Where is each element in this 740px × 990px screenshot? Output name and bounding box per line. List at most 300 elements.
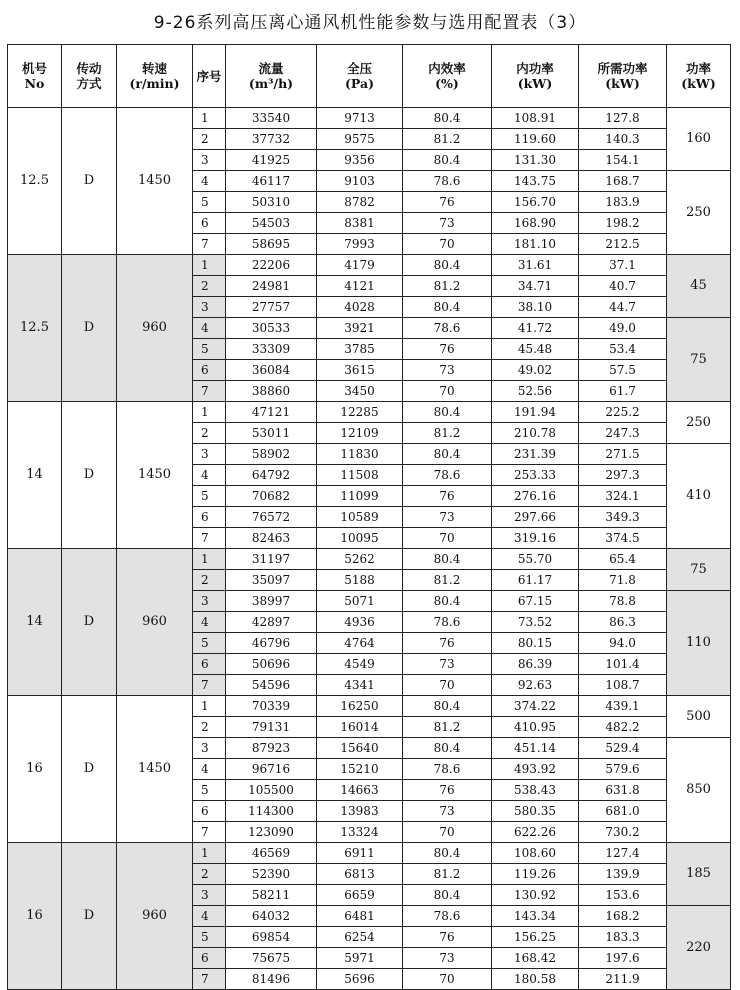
speed-cell: 960 [117, 255, 193, 402]
internal-power-cell: 191.94 [492, 402, 579, 423]
header-row [8, 45, 731, 108]
required-power-cell: 37.1 [579, 255, 667, 276]
efficiency-cell: 81.2 [403, 570, 492, 591]
required-power-cell: 349.3 [579, 507, 667, 528]
required-power-cell: 127.8 [579, 108, 667, 129]
flow-cell: 58695 [226, 234, 317, 255]
seq-cell: 1 [193, 402, 226, 423]
pressure-cell: 16014 [317, 717, 403, 738]
efficiency-cell: 73 [403, 360, 492, 381]
seq-cell: 1 [193, 843, 226, 864]
flow-cell: 41925 [226, 150, 317, 171]
pressure-cell: 9575 [317, 129, 403, 150]
flow-cell: 37732 [226, 129, 317, 150]
seq-cell: 6 [193, 213, 226, 234]
table-row [8, 108, 731, 129]
internal-power-cell: 34.71 [492, 276, 579, 297]
required-power-cell: 529.4 [579, 738, 667, 759]
flow-cell: 54503 [226, 213, 317, 234]
pressure-cell: 4936 [317, 612, 403, 633]
seq-cell: 4 [193, 465, 226, 486]
required-power-cell: 40.7 [579, 276, 667, 297]
required-power-cell: 139.9 [579, 864, 667, 885]
power-cell: 75 [667, 549, 731, 591]
flow-cell: 70682 [226, 486, 317, 507]
seq-cell: 5 [193, 633, 226, 654]
efficiency-cell: 81.2 [403, 423, 492, 444]
seq-cell: 3 [193, 738, 226, 759]
internal-power-cell: 622.26 [492, 822, 579, 843]
seq-cell: 1 [193, 549, 226, 570]
header-power: 功率 (kW) [667, 45, 731, 108]
flow-cell: 81496 [226, 969, 317, 990]
flow-cell: 22206 [226, 255, 317, 276]
seq-cell: 7 [193, 822, 226, 843]
power-cell: 250 [667, 402, 731, 444]
header-pressure: 全压 (Pa) [317, 45, 403, 108]
power-cell: 110 [667, 591, 731, 696]
flow-cell: 105500 [226, 780, 317, 801]
required-power-cell: 101.4 [579, 654, 667, 675]
efficiency-cell: 76 [403, 486, 492, 507]
seq-cell: 2 [193, 129, 226, 150]
efficiency-cell: 73 [403, 507, 492, 528]
pressure-cell: 9103 [317, 171, 403, 192]
required-power-cell: 247.3 [579, 423, 667, 444]
speed-cell: 960 [117, 549, 193, 696]
internal-power-cell: 67.15 [492, 591, 579, 612]
efficiency-cell: 80.4 [403, 591, 492, 612]
pressure-cell: 5071 [317, 591, 403, 612]
efficiency-cell: 76 [403, 780, 492, 801]
seq-cell: 2 [193, 276, 226, 297]
pressure-cell: 15210 [317, 759, 403, 780]
drive-cell: D [62, 549, 117, 696]
internal-power-cell: 143.34 [492, 906, 579, 927]
power-cell: 160 [667, 108, 731, 171]
seq-cell: 6 [193, 654, 226, 675]
internal-power-cell: 253.33 [492, 465, 579, 486]
efficiency-cell: 78.6 [403, 759, 492, 780]
efficiency-cell: 81.2 [403, 864, 492, 885]
efficiency-cell: 76 [403, 633, 492, 654]
power-cell: 185 [667, 843, 731, 906]
required-power-cell: 324.1 [579, 486, 667, 507]
internal-power-cell: 493.92 [492, 759, 579, 780]
flow-cell: 123090 [226, 822, 317, 843]
seq-cell: 5 [193, 927, 226, 948]
flow-cell: 30533 [226, 318, 317, 339]
internal-power-cell: 73.52 [492, 612, 579, 633]
internal-power-cell: 45.48 [492, 339, 579, 360]
efficiency-cell: 73 [403, 213, 492, 234]
required-power-cell: 153.6 [579, 885, 667, 906]
efficiency-cell: 70 [403, 234, 492, 255]
efficiency-cell: 78.6 [403, 465, 492, 486]
efficiency-cell: 73 [403, 654, 492, 675]
required-power-cell: 168.7 [579, 171, 667, 192]
internal-power-cell: 231.39 [492, 444, 579, 465]
required-power-cell: 49.0 [579, 318, 667, 339]
pressure-cell: 10095 [317, 528, 403, 549]
required-power-cell: 44.7 [579, 297, 667, 318]
seq-cell: 6 [193, 360, 226, 381]
internal-power-cell: 108.60 [492, 843, 579, 864]
internal-power-cell: 61.17 [492, 570, 579, 591]
flow-cell: 46796 [226, 633, 317, 654]
pressure-cell: 5262 [317, 549, 403, 570]
flow-cell: 46117 [226, 171, 317, 192]
pressure-cell: 5188 [317, 570, 403, 591]
seq-cell: 7 [193, 675, 226, 696]
required-power-cell: 212.5 [579, 234, 667, 255]
efficiency-cell: 70 [403, 675, 492, 696]
pressure-cell: 3921 [317, 318, 403, 339]
power-cell: 45 [667, 255, 731, 318]
flow-cell: 76572 [226, 507, 317, 528]
table-row [8, 843, 731, 864]
drive-cell: D [62, 696, 117, 843]
pressure-cell: 11099 [317, 486, 403, 507]
flow-cell: 87923 [226, 738, 317, 759]
efficiency-cell: 80.4 [403, 108, 492, 129]
header-efficiency: 内效率 (%) [403, 45, 492, 108]
pressure-cell: 5696 [317, 969, 403, 990]
efficiency-cell: 80.4 [403, 402, 492, 423]
seq-cell: 5 [193, 486, 226, 507]
internal-power-cell: 276.16 [492, 486, 579, 507]
model-cell: 16 [8, 696, 62, 843]
pressure-cell: 3615 [317, 360, 403, 381]
flow-cell: 24981 [226, 276, 317, 297]
required-power-cell: 108.7 [579, 675, 667, 696]
efficiency-cell: 80.4 [403, 843, 492, 864]
seq-cell: 7 [193, 969, 226, 990]
flow-cell: 54596 [226, 675, 317, 696]
internal-power-cell: 92.63 [492, 675, 579, 696]
seq-cell: 1 [193, 696, 226, 717]
efficiency-cell: 80.4 [403, 297, 492, 318]
speed-cell: 1450 [117, 696, 193, 843]
efficiency-cell: 73 [403, 948, 492, 969]
seq-cell: 2 [193, 717, 226, 738]
efficiency-cell: 70 [403, 969, 492, 990]
internal-power-cell: 130.92 [492, 885, 579, 906]
required-power-cell: 374.5 [579, 528, 667, 549]
efficiency-cell: 80.4 [403, 549, 492, 570]
seq-cell: 6 [193, 507, 226, 528]
flow-cell: 96716 [226, 759, 317, 780]
seq-cell: 1 [193, 108, 226, 129]
pressure-cell: 12109 [317, 423, 403, 444]
seq-cell: 2 [193, 423, 226, 444]
internal-power-cell: 143.75 [492, 171, 579, 192]
required-power-cell: 71.8 [579, 570, 667, 591]
required-power-cell: 631.8 [579, 780, 667, 801]
pressure-cell: 6813 [317, 864, 403, 885]
seq-cell: 5 [193, 780, 226, 801]
speed-cell: 960 [117, 843, 193, 990]
flow-cell: 33540 [226, 108, 317, 129]
flow-cell: 38860 [226, 381, 317, 402]
seq-cell: 5 [193, 192, 226, 213]
pressure-cell: 4179 [317, 255, 403, 276]
seq-cell: 3 [193, 591, 226, 612]
efficiency-cell: 81.2 [403, 276, 492, 297]
flow-cell: 79131 [226, 717, 317, 738]
required-power-cell: 297.3 [579, 465, 667, 486]
required-power-cell: 78.8 [579, 591, 667, 612]
power-cell: 850 [667, 738, 731, 843]
internal-power-cell: 410.95 [492, 717, 579, 738]
efficiency-cell: 80.4 [403, 738, 492, 759]
header-required-power: 所需功率 (kW) [579, 45, 667, 108]
model-cell: 14 [8, 402, 62, 549]
internal-power-cell: 31.61 [492, 255, 579, 276]
pressure-cell: 5971 [317, 948, 403, 969]
required-power-cell: 61.7 [579, 381, 667, 402]
fan-performance-table [7, 44, 731, 990]
efficiency-cell: 78.6 [403, 171, 492, 192]
seq-cell: 4 [193, 612, 226, 633]
power-cell: 410 [667, 444, 731, 549]
seq-cell: 7 [193, 234, 226, 255]
pressure-cell: 6659 [317, 885, 403, 906]
internal-power-cell: 49.02 [492, 360, 579, 381]
required-power-cell: 183.9 [579, 192, 667, 213]
internal-power-cell: 86.39 [492, 654, 579, 675]
internal-power-cell: 319.16 [492, 528, 579, 549]
header-internal-power: 内功率 (kW) [492, 45, 579, 108]
required-power-cell: 57.5 [579, 360, 667, 381]
flow-cell: 46569 [226, 843, 317, 864]
flow-cell: 47121 [226, 402, 317, 423]
seq-cell: 4 [193, 906, 226, 927]
page-title: 9-26系列高压离心通风机性能参数与选用配置表（3） [153, 13, 587, 33]
header-drive: 传动 方式 [62, 45, 117, 108]
seq-cell: 4 [193, 759, 226, 780]
pressure-cell: 8782 [317, 192, 403, 213]
flow-cell: 27757 [226, 297, 317, 318]
pressure-cell: 6254 [317, 927, 403, 948]
table-body [8, 108, 731, 990]
efficiency-cell: 81.2 [403, 129, 492, 150]
efficiency-cell: 80.4 [403, 150, 492, 171]
seq-cell: 4 [193, 318, 226, 339]
efficiency-cell: 80.4 [403, 696, 492, 717]
internal-power-cell: 297.66 [492, 507, 579, 528]
required-power-cell: 197.6 [579, 948, 667, 969]
pressure-cell: 4341 [317, 675, 403, 696]
efficiency-cell: 73 [403, 801, 492, 822]
internal-power-cell: 52.56 [492, 381, 579, 402]
pressure-cell: 6481 [317, 906, 403, 927]
header-flow: 流量 (m³/h) [226, 45, 317, 108]
flow-cell: 38997 [226, 591, 317, 612]
drive-cell: D [62, 255, 117, 402]
flow-cell: 64032 [226, 906, 317, 927]
efficiency-cell: 76 [403, 192, 492, 213]
flow-cell: 33309 [226, 339, 317, 360]
internal-power-cell: 180.58 [492, 969, 579, 990]
required-power-cell: 439.1 [579, 696, 667, 717]
required-power-cell: 168.2 [579, 906, 667, 927]
required-power-cell: 730.2 [579, 822, 667, 843]
efficiency-cell: 78.6 [403, 318, 492, 339]
pressure-cell: 4764 [317, 633, 403, 654]
pressure-cell: 12285 [317, 402, 403, 423]
header-seq: 序号 [193, 45, 226, 108]
efficiency-cell: 70 [403, 528, 492, 549]
seq-cell: 1 [193, 255, 226, 276]
required-power-cell: 482.2 [579, 717, 667, 738]
efficiency-cell: 78.6 [403, 612, 492, 633]
internal-power-cell: 131.30 [492, 150, 579, 171]
seq-cell: 3 [193, 885, 226, 906]
internal-power-cell: 181.10 [492, 234, 579, 255]
required-power-cell: 579.6 [579, 759, 667, 780]
internal-power-cell: 108.91 [492, 108, 579, 129]
model-cell: 14 [8, 549, 62, 696]
pressure-cell: 3785 [317, 339, 403, 360]
drive-cell: D [62, 402, 117, 549]
drive-cell: D [62, 108, 117, 255]
flow-cell: 42897 [226, 612, 317, 633]
pressure-cell: 3450 [317, 381, 403, 402]
internal-power-cell: 41.72 [492, 318, 579, 339]
flow-cell: 82463 [226, 528, 317, 549]
power-cell: 250 [667, 171, 731, 255]
flow-cell: 35097 [226, 570, 317, 591]
flow-cell: 64792 [226, 465, 317, 486]
efficiency-cell: 78.6 [403, 906, 492, 927]
header-model: 机号 No [8, 45, 62, 108]
internal-power-cell: 451.14 [492, 738, 579, 759]
pressure-cell: 15640 [317, 738, 403, 759]
pressure-cell: 10589 [317, 507, 403, 528]
flow-cell: 75675 [226, 948, 317, 969]
model-cell: 16 [8, 843, 62, 990]
power-cell: 500 [667, 696, 731, 738]
flow-cell: 31197 [226, 549, 317, 570]
pressure-cell: 13983 [317, 801, 403, 822]
pressure-cell: 8381 [317, 213, 403, 234]
required-power-cell: 198.2 [579, 213, 667, 234]
internal-power-cell: 210.78 [492, 423, 579, 444]
seq-cell: 2 [193, 864, 226, 885]
required-power-cell: 94.0 [579, 633, 667, 654]
seq-cell: 3 [193, 444, 226, 465]
pressure-cell: 11830 [317, 444, 403, 465]
pressure-cell: 9356 [317, 150, 403, 171]
internal-power-cell: 55.70 [492, 549, 579, 570]
required-power-cell: 681.0 [579, 801, 667, 822]
efficiency-cell: 81.2 [403, 717, 492, 738]
table-row [8, 549, 731, 570]
internal-power-cell: 538.43 [492, 780, 579, 801]
model-cell: 12.5 [8, 108, 62, 255]
required-power-cell: 86.3 [579, 612, 667, 633]
pressure-cell: 6911 [317, 843, 403, 864]
seq-cell: 3 [193, 297, 226, 318]
seq-cell: 3 [193, 150, 226, 171]
internal-power-cell: 168.90 [492, 213, 579, 234]
speed-cell: 1450 [117, 402, 193, 549]
internal-power-cell: 38.10 [492, 297, 579, 318]
pressure-cell: 4121 [317, 276, 403, 297]
internal-power-cell: 374.22 [492, 696, 579, 717]
flow-cell: 69854 [226, 927, 317, 948]
seq-cell: 5 [193, 339, 226, 360]
power-cell: 220 [667, 906, 731, 990]
model-cell: 12.5 [8, 255, 62, 402]
internal-power-cell: 580.35 [492, 801, 579, 822]
internal-power-cell: 156.70 [492, 192, 579, 213]
required-power-cell: 65.4 [579, 549, 667, 570]
power-cell: 75 [667, 318, 731, 402]
efficiency-cell: 70 [403, 822, 492, 843]
pressure-cell: 16250 [317, 696, 403, 717]
efficiency-cell: 76 [403, 927, 492, 948]
flow-cell: 50696 [226, 654, 317, 675]
required-power-cell: 53.4 [579, 339, 667, 360]
pressure-cell: 4028 [317, 297, 403, 318]
required-power-cell: 140.3 [579, 129, 667, 150]
internal-power-cell: 168.42 [492, 948, 579, 969]
efficiency-cell: 80.4 [403, 885, 492, 906]
flow-cell: 36084 [226, 360, 317, 381]
flow-cell: 114300 [226, 801, 317, 822]
speed-cell: 1450 [117, 108, 193, 255]
required-power-cell: 211.9 [579, 969, 667, 990]
seq-cell: 6 [193, 801, 226, 822]
flow-cell: 50310 [226, 192, 317, 213]
flow-cell: 70339 [226, 696, 317, 717]
pressure-cell: 13324 [317, 822, 403, 843]
pressure-cell: 4549 [317, 654, 403, 675]
flow-cell: 58211 [226, 885, 317, 906]
flow-cell: 52390 [226, 864, 317, 885]
drive-cell: D [62, 843, 117, 990]
seq-cell: 7 [193, 381, 226, 402]
pressure-cell: 14663 [317, 780, 403, 801]
table-row [8, 402, 731, 423]
efficiency-cell: 70 [403, 381, 492, 402]
internal-power-cell: 119.60 [492, 129, 579, 150]
pressure-cell: 11508 [317, 465, 403, 486]
table-row [8, 696, 731, 717]
internal-power-cell: 119.26 [492, 864, 579, 885]
required-power-cell: 271.5 [579, 444, 667, 465]
seq-cell: 4 [193, 171, 226, 192]
pressure-cell: 7993 [317, 234, 403, 255]
required-power-cell: 127.4 [579, 843, 667, 864]
seq-cell: 2 [193, 570, 226, 591]
efficiency-cell: 80.4 [403, 444, 492, 465]
seq-cell: 6 [193, 948, 226, 969]
efficiency-cell: 80.4 [403, 255, 492, 276]
pressure-cell: 9713 [317, 108, 403, 129]
required-power-cell: 183.3 [579, 927, 667, 948]
efficiency-cell: 76 [403, 339, 492, 360]
internal-power-cell: 80.15 [492, 633, 579, 654]
header-speed: 转速 (r/min) [117, 45, 193, 108]
flow-cell: 53011 [226, 423, 317, 444]
required-power-cell: 154.1 [579, 150, 667, 171]
required-power-cell: 225.2 [579, 402, 667, 423]
internal-power-cell: 156.25 [492, 927, 579, 948]
seq-cell: 7 [193, 528, 226, 549]
